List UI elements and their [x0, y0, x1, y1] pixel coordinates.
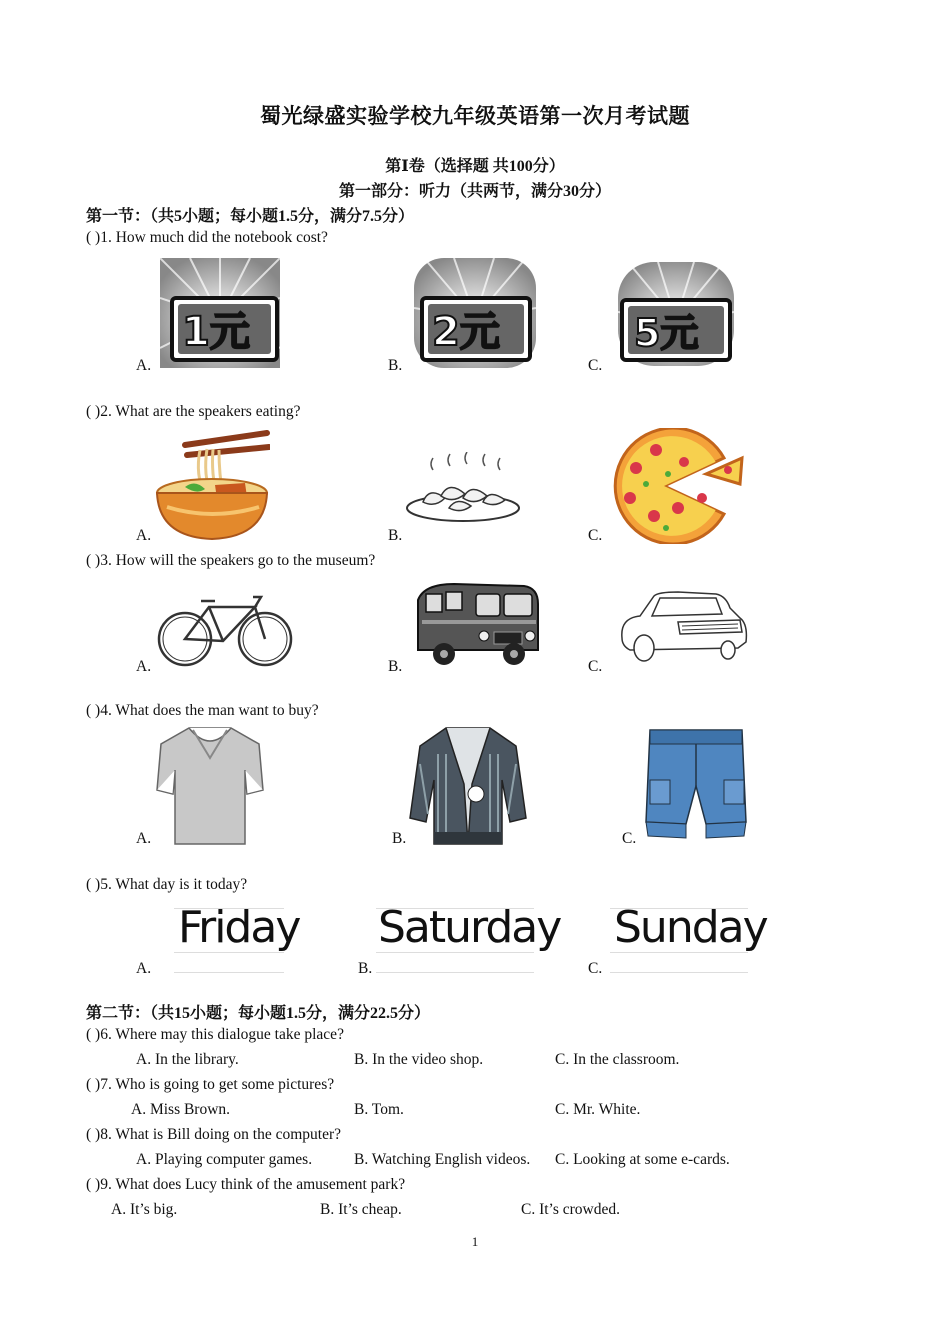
coin-1-yuan-icon — [160, 258, 280, 368]
coin-label: 1元 — [182, 309, 250, 355]
option-b: B. In the video shop. — [354, 1051, 484, 1068]
answer-bracket: ( ) — [86, 1076, 101, 1093]
section2-header: 第二节：（共15小题；每小题1.5分，满分22.5分） — [86, 1005, 431, 1022]
shorts-icon — [644, 726, 748, 846]
question-text: 4. What does the man want to buy? — [100, 702, 319, 719]
option-c: C. In the classroom. — [555, 1051, 680, 1068]
dumplings-icon — [405, 452, 521, 524]
option-a: A. Miss Brown. — [131, 1101, 231, 1118]
option-letter-c: C. — [588, 527, 603, 544]
answer-bracket: ( ) — [86, 1026, 101, 1043]
question-text: 7. Who is going to get some pictures? — [100, 1076, 335, 1093]
option-a: A. In the library. — [136, 1051, 239, 1068]
day-word-text: Sunday — [614, 902, 767, 953]
part-header: 第一部分：听力（共两节，满分30分） — [338, 183, 611, 200]
section1-header: 第一节：（共5小题；每小题1.5分，满分7.5分） — [86, 208, 415, 225]
question-text: 9. What does Lucy think of the amusement park? — [100, 1176, 406, 1193]
option-a: A. It’s big. — [111, 1201, 178, 1218]
answer-bracket: ( ) — [86, 403, 101, 420]
question-4 — [86, 702, 319, 720]
answer-bracket: ( ) — [86, 1176, 101, 1193]
page-title: 蜀光绿盛实验学校九年级英语第一次月考试题 — [260, 104, 690, 128]
pizza-icon — [606, 428, 746, 544]
bus-icon — [414, 580, 540, 668]
day-word-text: Friday — [178, 902, 300, 953]
question-text: 6. Where may this dialogue take place? — [100, 1026, 344, 1043]
question-text: 3. How will the speakers go to the museum? — [100, 552, 376, 569]
option-letter-a: A. — [136, 527, 152, 544]
question-7 — [86, 1076, 334, 1094]
option-letter-b: B. — [388, 658, 403, 675]
option-letter-b: B. — [388, 527, 403, 544]
option-letter-b: B. — [358, 960, 373, 977]
answer-bracket: ( ) — [86, 702, 101, 719]
option-c: C. It’s crowded. — [521, 1201, 621, 1218]
day-word-sunday — [610, 902, 767, 976]
question-text: 1. How much did the notebook cost? — [100, 229, 328, 246]
option-letter-c: C. — [588, 357, 603, 374]
coin-2-yuan-icon — [414, 258, 536, 368]
question-text: 5. What day is it today? — [100, 876, 248, 893]
day-word-text: Saturday — [378, 902, 561, 953]
option-letter-b: B. — [388, 357, 403, 374]
option-b: B. Watching English videos. — [354, 1151, 531, 1168]
noodles-bowl-icon — [155, 425, 270, 543]
option-letter-c: C. — [588, 658, 603, 675]
question-6 — [86, 1026, 344, 1044]
coin-label: 2元 — [432, 309, 500, 355]
option-letter-c: C. — [622, 830, 637, 847]
option-letter-a: A. — [136, 357, 152, 374]
day-word-friday — [174, 902, 300, 974]
option-b: B. It’s cheap. — [320, 1201, 402, 1218]
volume-header: 第Ⅰ卷（选择题 共100分） — [385, 158, 565, 175]
option-c: C. Looking at some e-cards. — [555, 1151, 730, 1168]
option-b: B. Tom. — [354, 1101, 404, 1118]
question-9 — [86, 1176, 405, 1194]
question-3 — [86, 552, 375, 570]
sweater-icon — [408, 724, 528, 848]
coin-label: 5元 — [634, 311, 699, 355]
option-letter-a: A. — [136, 830, 152, 847]
t-shirt-icon — [155, 724, 265, 848]
question-2 — [86, 403, 300, 421]
answer-bracket: ( ) — [86, 876, 101, 893]
option-letter-a: A. — [136, 658, 152, 675]
answer-bracket: ( ) — [86, 552, 101, 569]
page-number: 1 — [471, 1234, 479, 1249]
question-text: 2. What are the speakers eating? — [100, 403, 301, 420]
bicycle-icon — [157, 585, 293, 669]
coin-5-yuan-icon — [618, 262, 734, 366]
question-1 — [86, 229, 328, 247]
option-letter-a: A. — [136, 960, 152, 977]
answer-bracket: ( ) — [86, 229, 101, 246]
option-c: C. Mr. White. — [555, 1101, 641, 1118]
option-letter-c: C. — [588, 960, 603, 977]
question-5 — [86, 876, 247, 894]
question-8 — [86, 1126, 341, 1144]
option-letter-b: B. — [392, 830, 407, 847]
option-a: A. Playing computer games. — [136, 1151, 313, 1168]
question-text: 8. What is Bill doing on the computer? — [100, 1126, 341, 1143]
day-word-saturday — [376, 902, 561, 976]
car-icon — [618, 588, 750, 664]
answer-bracket: ( ) — [86, 1126, 101, 1143]
